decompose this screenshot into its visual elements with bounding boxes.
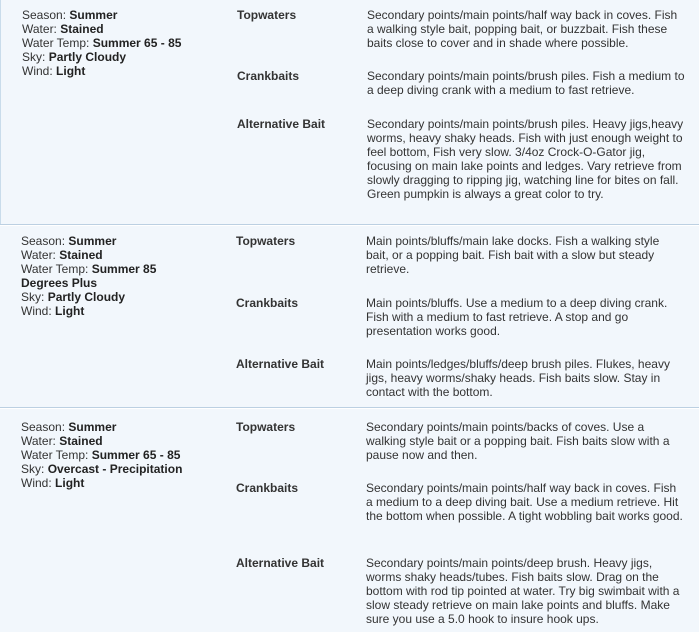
conditions-section-3 xyxy=(0,409,699,632)
sky-value: Partly Cloudy xyxy=(48,50,127,64)
sky-value: Partly Cloudy xyxy=(47,290,126,304)
season-value: Summer xyxy=(68,234,117,248)
bait-description: Main points/bluffs. Use a medium to a deep diving crank. Fish with a medium to fast retrieve. A stop and go presentation works good. xyxy=(366,296,668,338)
sky-value: Overcast - Precipitation xyxy=(47,462,183,476)
water-label: Water: xyxy=(22,22,57,36)
bait-type: Alternative Bait xyxy=(237,117,326,131)
wind-label: Wind: xyxy=(21,476,52,490)
bait-description: Secondary points/main points/deep brush. Heavy jigs, worms shaky heads/tubes. Fish baits slow. Drag on the bottom with rod tip pointed at water. Try big swimbait with a slow steady retrieve on main lake points and bluffs. Make sure you use a 5.0 hook to insure hook ups. xyxy=(366,556,680,626)
bait-description: Main points/bluffs/main lake docks. Fish a walking style bait, or a popping bait. Fish bait with a slow but steady retrieve. xyxy=(366,234,660,276)
season-label: Season: xyxy=(22,8,67,22)
wind-value: Light xyxy=(55,476,85,490)
sky-label: Sky: xyxy=(22,50,46,64)
bait-type: Topwaters xyxy=(237,8,297,22)
bait-description: Secondary points/main points/brush piles. Fish a medium to a deep diving crank with a medium to fast retrieve. xyxy=(367,69,685,97)
season-value: Summer xyxy=(68,420,117,434)
bait-description: Secondary points/main points/backs of coves. Use a walking style bait or a popping bait. Fish baits slow with a pause now and then. xyxy=(366,420,670,462)
conditions-summary xyxy=(22,8,212,78)
conditions-section-1 xyxy=(0,0,699,224)
wind-label: Wind: xyxy=(22,64,53,78)
sky-label: Sky: xyxy=(21,290,45,304)
water-temp-value: Summer 65 - 85 xyxy=(91,448,181,462)
bait-type: Crankbaits xyxy=(236,296,299,310)
bait-description: Main points/ledges/bluffs/deep brush piles. Flukes, heavy jigs, heavy worms/shaky heads. Fish baits slow. Stay in contact with the bottom. xyxy=(366,357,670,399)
bait-type: Topwaters xyxy=(236,420,296,434)
water-value: Stained xyxy=(60,22,104,36)
water-value: Stained xyxy=(59,248,103,262)
bait-type: Crankbaits xyxy=(237,69,300,83)
wind-label: Wind: xyxy=(21,304,52,318)
section-divider xyxy=(0,407,699,408)
water-label: Water: xyxy=(21,434,56,448)
season-value: Summer xyxy=(69,8,118,22)
season-label: Season: xyxy=(21,420,66,434)
water-temp-label: Water Temp: xyxy=(22,36,90,50)
water-value: Stained xyxy=(59,434,103,448)
wind-value: Light xyxy=(55,304,85,318)
sky-label: Sky: xyxy=(21,462,45,476)
bait-type: Topwaters xyxy=(236,234,296,248)
water-label: Water: xyxy=(21,248,56,262)
conditions-summary xyxy=(21,234,196,318)
water-temp-label: Water Temp: xyxy=(21,448,89,462)
water-temp-label: Water Temp: xyxy=(21,262,89,276)
season-label: Season: xyxy=(21,234,66,248)
bait-description: Secondary points/main points/half way back in coves. Fish a medium to a deep diving bait. Use a medium retrieve. Hit the bottom when possible. A tight wobbling bait works good. xyxy=(366,481,683,523)
bait-description: Secondary points/main points/brush piles. Heavy jigs,heavy worms, heavy shaky heads. Fish with just enough weight to feel bottom, Fish very slow. 3/4oz Crock-O-Gator jig, focusing on main lake points and ledges. Vary retrieve from slowly dragging to ripping jig, watching line for bites on fall. Green pumpkin is always a great color to try. xyxy=(367,117,684,201)
bait-type: Alternative Bait xyxy=(236,357,325,371)
water-temp-value: Summer 65 - 85 xyxy=(92,36,182,50)
wind-value: Light xyxy=(56,64,86,78)
bait-type: Crankbaits xyxy=(236,481,299,495)
bait-type: Alternative Bait xyxy=(236,556,325,570)
conditions-section-2 xyxy=(0,226,699,407)
water-temp-value: Summer 85 Degrees Plus xyxy=(21,262,157,290)
conditions-summary xyxy=(21,420,211,490)
section-divider xyxy=(0,224,699,225)
bait-description: Secondary points/main points/half way back in coves. Fish a walking style bait, popping bait, or buzzbait. Fish these baits close to cover and in shade where possible. xyxy=(367,8,678,50)
